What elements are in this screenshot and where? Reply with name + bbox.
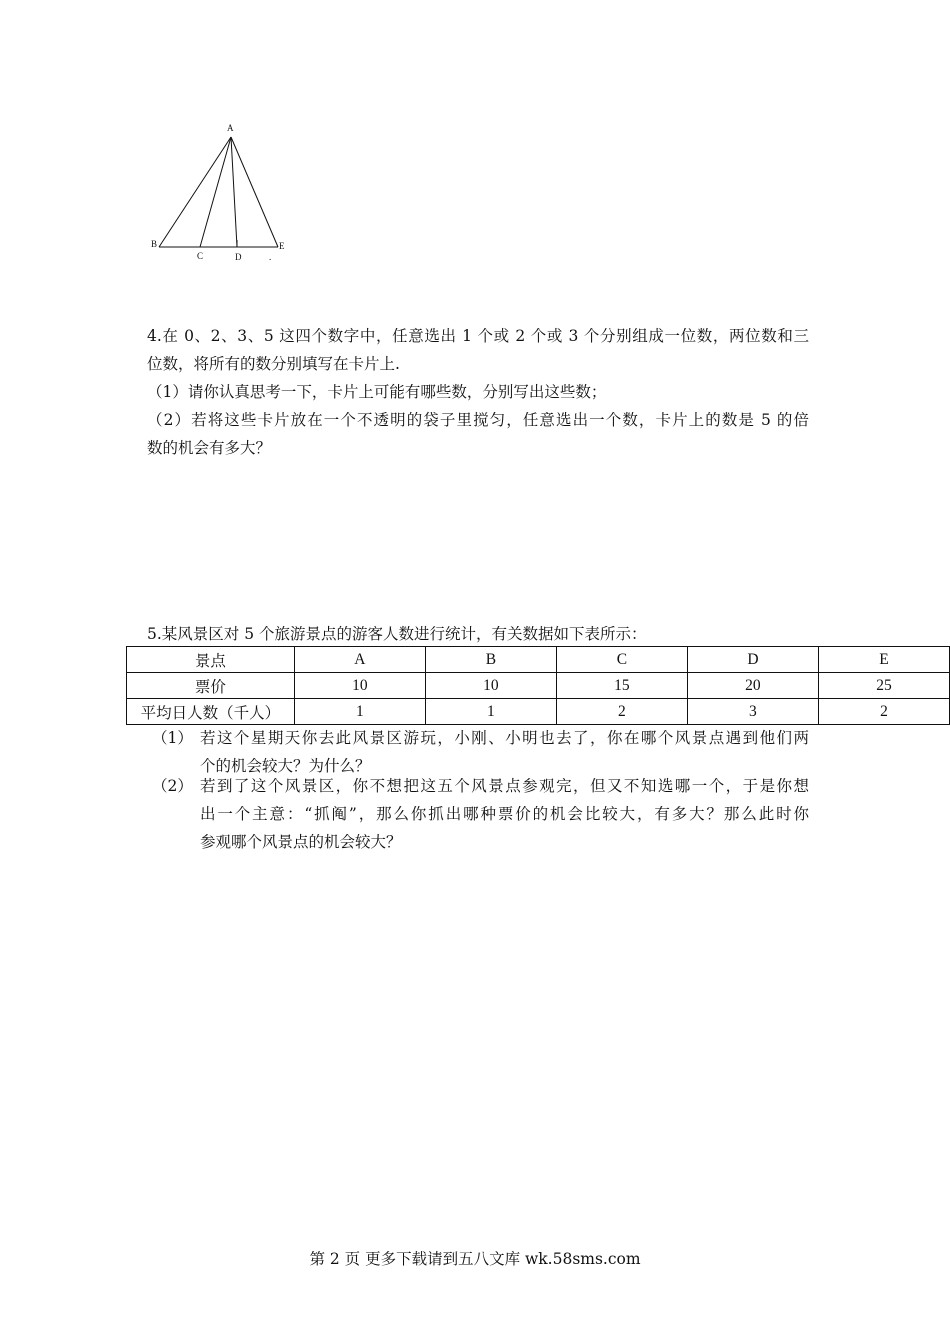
- q4-line-5: 数的机会有多大？: [147, 439, 272, 457]
- triangle-figure: [148, 118, 298, 268]
- q5-intro-text: 5.某风景区对 5 个旅游景点的游客人数进行统计，有关数据如下表所示：: [147, 625, 647, 643]
- q5-subquestion-2: [152, 772, 809, 856]
- table-cell: 2: [556, 699, 687, 725]
- label-D: D: [235, 252, 242, 262]
- table-cell: 1: [294, 699, 425, 725]
- table-cell: 3: [687, 699, 818, 725]
- table-cell: 10: [425, 673, 556, 699]
- q4-line-3: （1）请你认真思考一下，卡片上可能有哪些数，分别写出这些数；: [147, 383, 607, 401]
- segment-AB: [159, 137, 231, 247]
- q4-line-2: 位数，将所有的数分别填写在卡片上.: [147, 355, 400, 373]
- table-cell: 2: [818, 699, 949, 725]
- table-cell: C: [556, 647, 687, 673]
- label-A: A: [227, 123, 234, 133]
- segment-AD: [231, 137, 237, 247]
- table-header-cell: 景点: [127, 647, 295, 673]
- scenic-spot-table: [126, 646, 950, 725]
- label-C: C: [197, 251, 204, 261]
- label-dot: .: [269, 252, 272, 262]
- table-row: [127, 673, 950, 699]
- subquestion-line: 若这个星期天你去此风景区游玩，小刚、小明也去了，你在哪个风景点遇到他们两: [200, 729, 809, 747]
- table-cell: 1: [425, 699, 556, 725]
- subquestion-line: 参观哪个风景点的机会较大？: [200, 833, 402, 851]
- table-cell: 20: [687, 673, 818, 699]
- subquestion-line: 出一个主意：“抓阄”，那么你抓出哪种票价的机会比较大，有多大？那么此时你: [200, 805, 809, 823]
- subquestion-line: 个的机会较大？为什么？: [200, 757, 371, 775]
- q4-line-1: 4.在 0、2、3、5 这四个数字中，任意选出 1 个或 2 个或 3 个分别组成一位数，两位数和三: [147, 327, 809, 345]
- table-cell: 15: [556, 673, 687, 699]
- table-cell: E: [818, 647, 949, 673]
- table-row: [127, 699, 950, 725]
- table-cell: D: [687, 647, 818, 673]
- subquestion-number: （1）: [152, 729, 193, 747]
- segment-AE: [231, 137, 278, 247]
- label-B: B: [151, 239, 158, 249]
- table-header-cell: 票价: [127, 673, 295, 699]
- table-row: [127, 647, 950, 673]
- table-cell: 25: [818, 673, 949, 699]
- subquestion-line: 若到了这个风景区，你不想把这五个风景点参观完，但又不知选哪一个，于是你想: [200, 777, 809, 795]
- subquestion-number: （2）: [152, 777, 193, 795]
- label-E: E: [279, 241, 285, 251]
- table-cell: B: [425, 647, 556, 673]
- table-cell: 10: [294, 673, 425, 699]
- table-cell: A: [294, 647, 425, 673]
- question-5-intro: [147, 620, 809, 648]
- segment-AC: [200, 137, 231, 247]
- q4-line-4: （2）若将这些卡片放在一个不透明的袋子里搅匀，任意选出一个数，卡片上的数是 5 的倍: [147, 411, 809, 429]
- question-4: [147, 322, 809, 462]
- page-footer: 第 2 页 更多下载请到五八文库 wk.58sms.com: [309, 1250, 641, 1268]
- table-header-cell: 平均日人数（千人）: [127, 699, 295, 725]
